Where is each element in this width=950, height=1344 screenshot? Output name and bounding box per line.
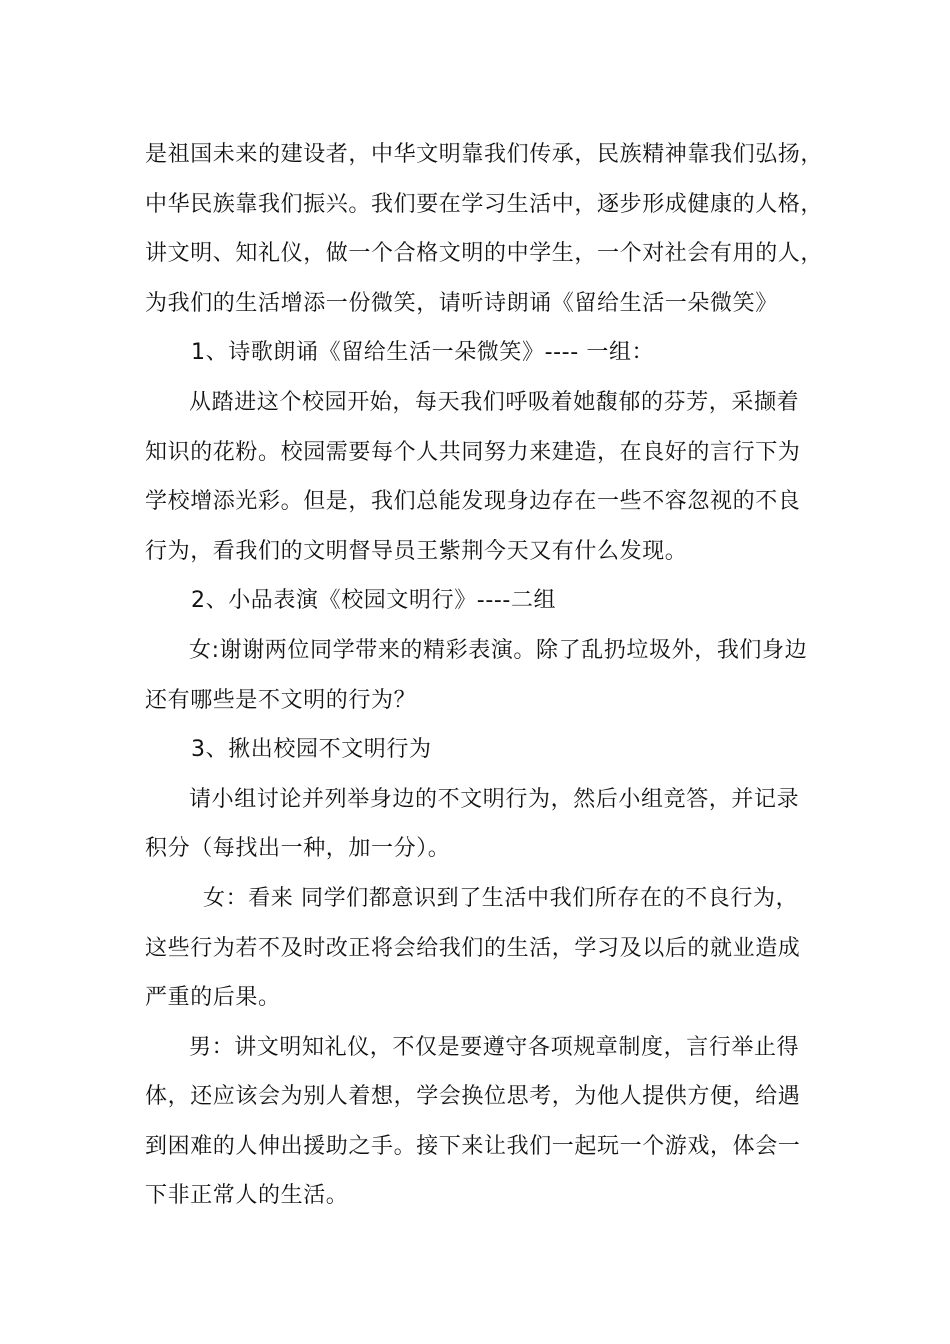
section-heading: 2、小品表演《校园文明行》----二组: [191, 588, 557, 614]
text-line: 行为，看我们的文明督导员王紫荆今天又有什么发现。: [145, 538, 688, 564]
text-line: 从踏进这个校园开始，每天我们呼吸着她馥郁的芬芳，采撷着: [189, 389, 800, 415]
text-line: 严重的后果。: [145, 985, 281, 1011]
text-line: 女:谢谢两位同学带来的精彩表演。除了乱扔垃圾外，我们身边: [189, 637, 808, 663]
section-heading: 3、揪出校园不文明行为: [191, 737, 432, 763]
text-line: 讲文明、知礼仪，做一个合格文明的中学生，一个对社会有用的人，: [145, 241, 824, 267]
text-line: 到困难的人伸出援助之手。接下来让我们一起玩一个游戏，体会一: [145, 1133, 801, 1159]
text-line: 这些行为若不及时改正将会给我们的生活，学习及以后的就业造成: [145, 935, 801, 961]
text-line: 中华民族靠我们振兴。我们要在学习生活中，逐步形成健康的人格，: [145, 191, 824, 217]
text-line: 知识的花粉。校园需要每个人共同努力来建造，在良好的言行下为: [145, 439, 801, 465]
text-line: 女：看来 同学们都意识到了生活中我们所存在的不良行为，: [203, 885, 799, 911]
text-line: 学校增添光彩。但是，我们总能发现身边存在一些不容忽视的不良: [145, 489, 801, 515]
text-line: 为我们的生活增添一份微笑，请听诗朗诵《留给生活一朵微笑》: [145, 290, 778, 316]
text-line: 是祖国未来的建设者，中华文明靠我们传承，民族精神靠我们弘扬，: [145, 142, 824, 167]
document-body: [145, 130, 825, 1221]
text-line: 积分（每找出一种，加一分）。: [145, 836, 451, 862]
text-line: 男：讲文明知礼仪，不仅是要遵守各项规章制度，言行举止得: [189, 1034, 800, 1060]
text-line: 下非正常人的生活。: [145, 1183, 349, 1209]
text-line: 还有哪些是不文明的行为？: [145, 687, 417, 713]
text-line: 请小组讨论并列举身边的不文明行为，然后小组竞答，并记录: [189, 786, 800, 812]
section-heading: 1、诗歌朗诵《留给生活一朵微笑》---- 一组：: [191, 340, 655, 366]
text-line: 体，还应该会为别人着想，学会换位思考，为他人提供方便，给遇: [145, 1084, 801, 1110]
